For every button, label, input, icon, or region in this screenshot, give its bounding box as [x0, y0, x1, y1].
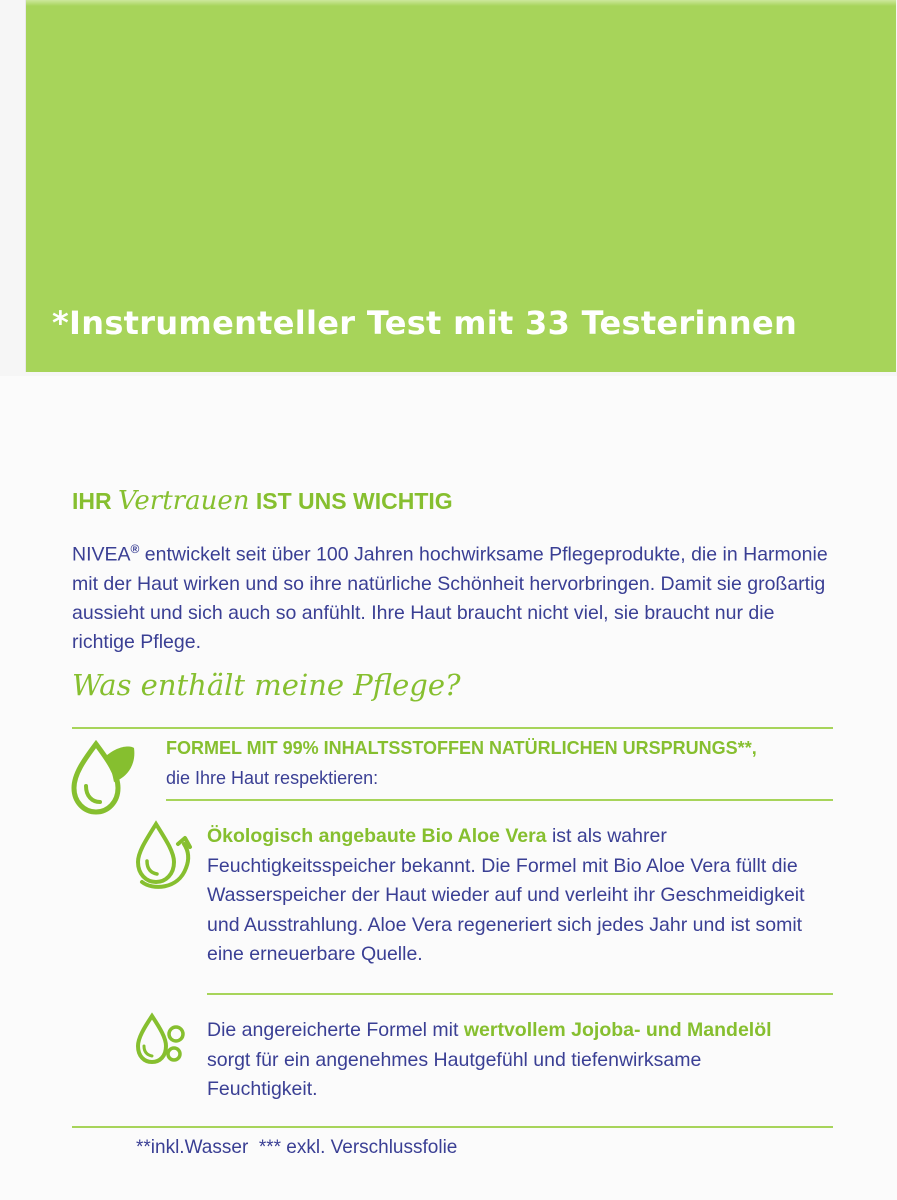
- trust-script-word: Vertrauen: [118, 486, 250, 516]
- aloe-highlight: Ökologisch angebaute Bio Aloe Vera: [207, 825, 547, 847]
- trust-paragraph: [72, 535, 832, 657]
- jojoba-paragraph: [207, 1016, 807, 1105]
- divider-bottom: [72, 1126, 833, 1128]
- test-note: *Instrumenteller Test mit 33 Testerinnen: [52, 304, 798, 342]
- jojoba-highlight: wertvollem Jojoba- und Mandelöl: [463, 1019, 772, 1041]
- aloe-text: ist als wahrer Feuchtigkeitsspeicher bekannt. Die Formel mit Bio Aloe Vera füllt die Wasserspeicher der Haut wieder auf und verleiht ihr Geschmeidigkeit und Ausstrahlung. Aloe Vera regeneriert sich jedes Jahr und ist somit eine erneuerbare Quelle.: [207, 825, 805, 965]
- leaf-drop-icon: [66, 738, 138, 820]
- jojoba-text: sorgt für ein angenehmes Hautgefühl und tiefenwirksame Feuchtigkeit.: [207, 1048, 702, 1100]
- aloe-paragraph: [207, 822, 807, 970]
- formula-title: FORMEL MIT 99% INHALTSSTOFFEN NATÜRLICHEN URSPRUNGS**,: [166, 738, 757, 758]
- trust-body: entwickelt seit über 100 Jahren hochwirksame Pflegeprodukte, die in Harmonie mit der Haut wirken und so ihre natürliche Schönheit hervorbringen. Damit sie großartig aussieht und sich auch so anfühlt. Ihre Haut braucht nicht viel, sie braucht nur die richtige Pflege.: [72, 543, 828, 653]
- brand-name: NIVEA: [72, 543, 131, 566]
- lid-highlight: [26, 0, 896, 6]
- divider-top: [72, 727, 833, 729]
- trust-prefix: IHR: [72, 488, 112, 514]
- ingredients-heading: Was enthält meine Pflege?: [72, 668, 461, 702]
- divider-aloe: [207, 993, 833, 995]
- registered-mark: ®: [130, 542, 140, 556]
- formula-subtitle: die Ihre Haut respektieren:: [166, 768, 379, 788]
- oil-drops-icon: [132, 1010, 192, 1070]
- footnote: **inkl.Wasser *** exkl. Verschlussfolie: [136, 1137, 458, 1158]
- drop-renew-icon: [132, 818, 196, 890]
- jojoba-intro: Die angereicherte Formel mit: [207, 1019, 459, 1041]
- trust-heading: [72, 486, 453, 516]
- divider-formula: [166, 799, 833, 801]
- trust-suffix: IST UNS WICHTIG: [255, 488, 453, 514]
